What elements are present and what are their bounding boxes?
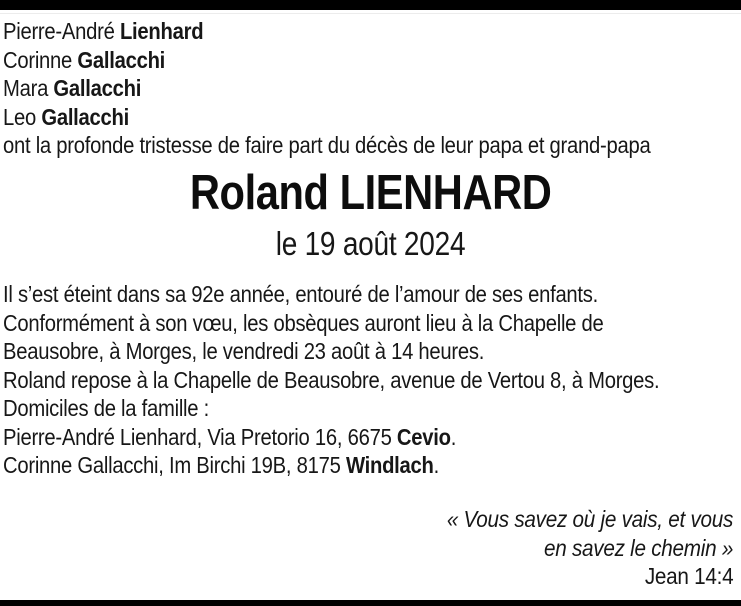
family-member-line [3,103,739,132]
top-border-bar [0,0,741,10]
quote-reference: Jean 14:4 [644,563,733,589]
address-line [3,451,741,480]
deceased-name-text: Roland LIENHARD [189,166,552,220]
last-name: Gallacchi [41,103,129,130]
first-name: Pierre-André [3,18,120,44]
body-line: Roland repose à la Chapelle de Beausobre, avenue de Vertou 8, à Morges. [3,366,660,393]
first-name: Corinne [3,46,78,73]
intro-line: ont la profonde tristesse de faire part du décès de leur papa et grand-papa [3,132,651,158]
body-line: Domiciles de la famille : [3,395,210,421]
death-date-text: le 19 août 2024 [275,225,466,262]
bottom-border-bar [0,600,741,606]
quote-line-1: « Vous savez où je vais, et vous [446,506,733,532]
body-line: Beausobre, à Morges, le vendredi 23 août à 14 heures. [3,338,485,364]
address-text: Corinne Gallacchi, Im Birchi 19B, 8175 [3,452,346,478]
family-member-line [3,46,739,75]
last-name: Gallacchi [53,75,142,101]
address-city: Cevio [396,423,451,450]
address-city: Windlach [345,452,434,478]
family-member-line [3,74,739,103]
address-period: . [433,452,439,478]
address-period: . [450,423,457,450]
divider-hairline [0,13,741,14]
first-name: Mara [3,75,54,101]
first-name: Leo [3,103,42,130]
quote-block [0,505,733,591]
body-line: Conformément à son vœu, les obsèques auront lieu à la Chapelle de [3,309,604,336]
announcement-body [3,280,741,480]
deceased-name-title [0,166,741,220]
body-line: Il s’est éteint dans sa 92e année, entouré de l’amour de ses enfants. [3,281,599,307]
address-text: Pierre-André Lienhard, Via Pretorio 16, 6675 [3,423,397,450]
address-line [3,423,741,452]
last-name: Lienhard [119,18,204,44]
family-names [3,17,739,160]
last-name: Gallacchi [77,46,166,73]
quote-line-2: en savez le chemin » [543,534,733,561]
death-date [0,227,741,260]
family-member-line [3,17,739,46]
